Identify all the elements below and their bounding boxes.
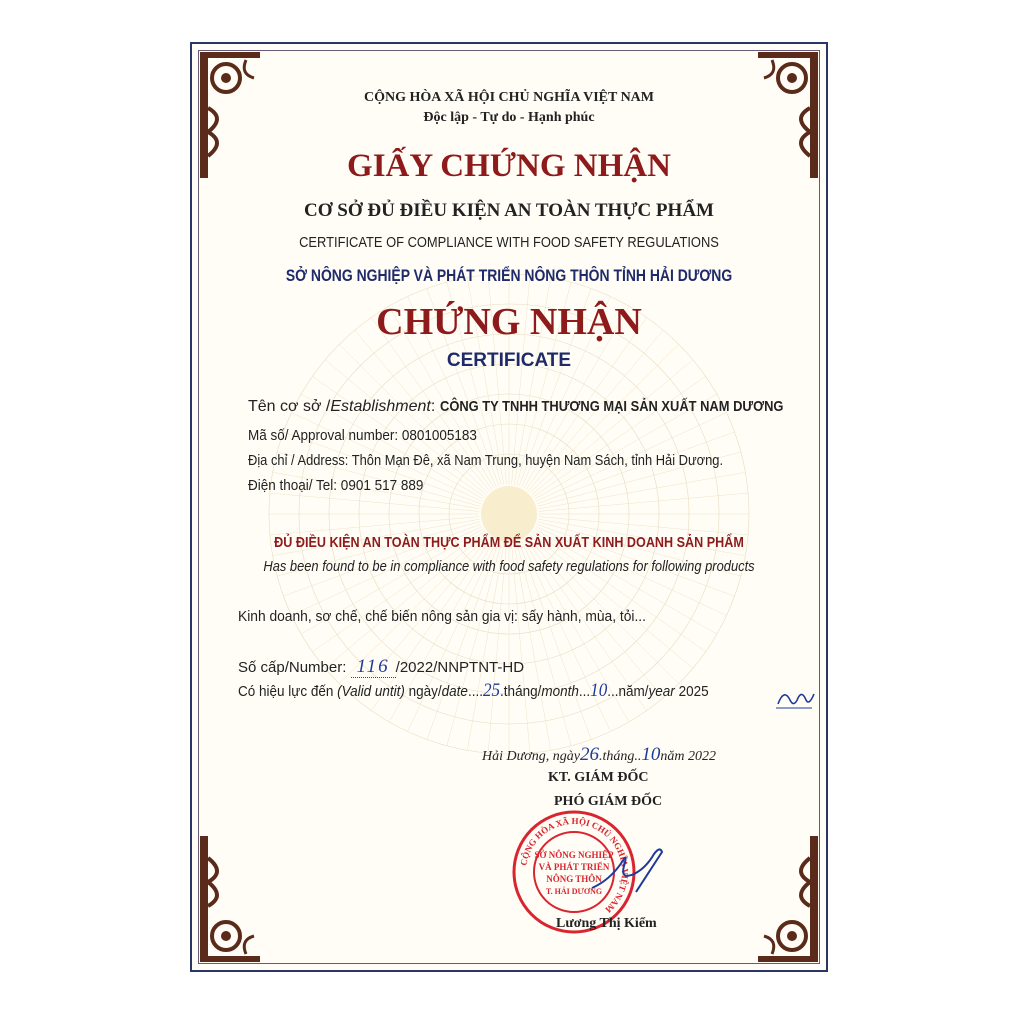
establishment-address: Địa chỉ / Address: Thôn Mạn Đê, xã Nam Trung, huyện Nam Sách, tỉnh Hải Dương. <box>248 452 724 469</box>
issue-date-line: Hải Dương, ngày26.tháng..10năm 2022 <box>482 744 716 765</box>
establishment-name: CÔNG TY TNHH THƯƠNG MẠI SẢN XUẤT NAM DƯƠNG <box>440 398 784 415</box>
corner-ornament-icon <box>196 826 266 966</box>
validity-year-label-en: year <box>648 683 675 700</box>
signer-name: Lương Thị Kiểm <box>556 916 657 931</box>
approval-number: Mã số/ Approval number: 0801005183 <box>248 427 477 444</box>
issue-place: Hải Dương, ngày <box>482 749 580 764</box>
validity-year: 2025 <box>678 683 709 700</box>
validity-year-label: năm/ <box>618 683 649 700</box>
issue-day-handwritten: 26 <box>579 744 599 765</box>
establishment-label-vn: Tên cơ sở / <box>248 398 331 415</box>
validity-prefix: Có hiệu lực đến <box>238 683 334 700</box>
validity-day-label-en: date <box>441 683 468 700</box>
corner-ornament-icon <box>752 826 822 966</box>
seal-line-3: NÔNG THÔN <box>546 874 602 884</box>
seal-line-4: T. HẢI DƯƠNG <box>545 887 603 896</box>
certificate-english-title: CERTIFICATE OF COMPLIANCE WITH FOOD SAFETY REGULATIONS <box>299 234 719 251</box>
validity-month-handwritten: 10 <box>590 680 608 701</box>
validity-month-label: tháng/ <box>503 683 542 700</box>
compliance-statement-vn: ĐỦ ĐIỀU KIỆN AN TOÀN THỰC PHẨM ĐỂ SẢN XUẤT KINH DOANH SẢN PHẨM <box>274 534 744 551</box>
inner-border <box>198 50 820 964</box>
issue-month-handwritten: 10 <box>641 744 661 765</box>
certificate-number-line <box>238 656 524 678</box>
seal-ring-text: CỘNG HÒA XÃ HỘI CHỦ NGHĨA VIỆT NAM <box>518 815 631 915</box>
initials-signature-icon <box>774 684 818 712</box>
validity-en: (Valid untit) <box>337 683 405 700</box>
certify-heading: CHỨNG NHẬN <box>376 301 642 343</box>
validity-month-label-en: month <box>541 683 579 700</box>
validity-day-handwritten: 25 <box>482 680 501 701</box>
establishment-phone: Điện thoại/ Tel: 0901 517 889 <box>248 477 424 494</box>
number-suffix: /2022/NNPTNT-HD <box>395 659 525 676</box>
compliance-statement-en: Has been found to be in compliance with food safety regulations for following products <box>263 558 755 575</box>
signer-role-2: PHÓ GIÁM ĐỐC <box>554 794 663 809</box>
certificate-title: GIẤY CHỨNG NHẬN <box>347 148 671 184</box>
issuing-authority: SỞ NÔNG NGHIỆP VÀ PHÁT TRIỂN NÔNG THÔN TỈNH HẢI DƯƠNG <box>285 266 733 285</box>
seal-line-2: VÀ PHÁT TRIỂN <box>538 862 610 872</box>
signer-role-1: KT. GIÁM ĐỐC <box>548 770 649 785</box>
number-handwritten: 116 <box>351 656 396 678</box>
number-label: Số cấp/Number: <box>238 659 347 676</box>
establishment-label-en: Establishment <box>330 398 431 415</box>
director-signature-icon <box>584 840 674 900</box>
issue-month-label: tháng <box>602 749 635 764</box>
certify-english: CERTIFICATE <box>446 350 572 371</box>
validity-day-label: ngày/ <box>408 683 442 700</box>
validity-line: Có hiệu lực đến (Valid untit) ngày/date....25.tháng/month...10...năm/year 2025 <box>238 680 709 701</box>
certificate-paper <box>190 42 828 972</box>
product-scope: Kinh doanh, sơ chế, chế biến nông sản gia vị: sấy hành, mùa, tỏi... <box>238 608 646 625</box>
establishment-label: Tên cơ sở /Establishment: <box>248 398 436 415</box>
issue-year: năm 2022 <box>660 749 716 764</box>
national-motto: Độc lập - Tự do - Hạnh phúc <box>423 110 595 125</box>
republic-heading: CỘNG HÒA XÃ HỘI CHỦ NGHĨA VIỆT NAM <box>363 90 654 105</box>
certificate-subtitle: CƠ SỞ ĐỦ ĐIỀU KIỆN AN TOÀN THỰC PHẨM <box>304 200 714 221</box>
seal-line-1: SỞ NÔNG NGHIỆP <box>534 850 614 860</box>
